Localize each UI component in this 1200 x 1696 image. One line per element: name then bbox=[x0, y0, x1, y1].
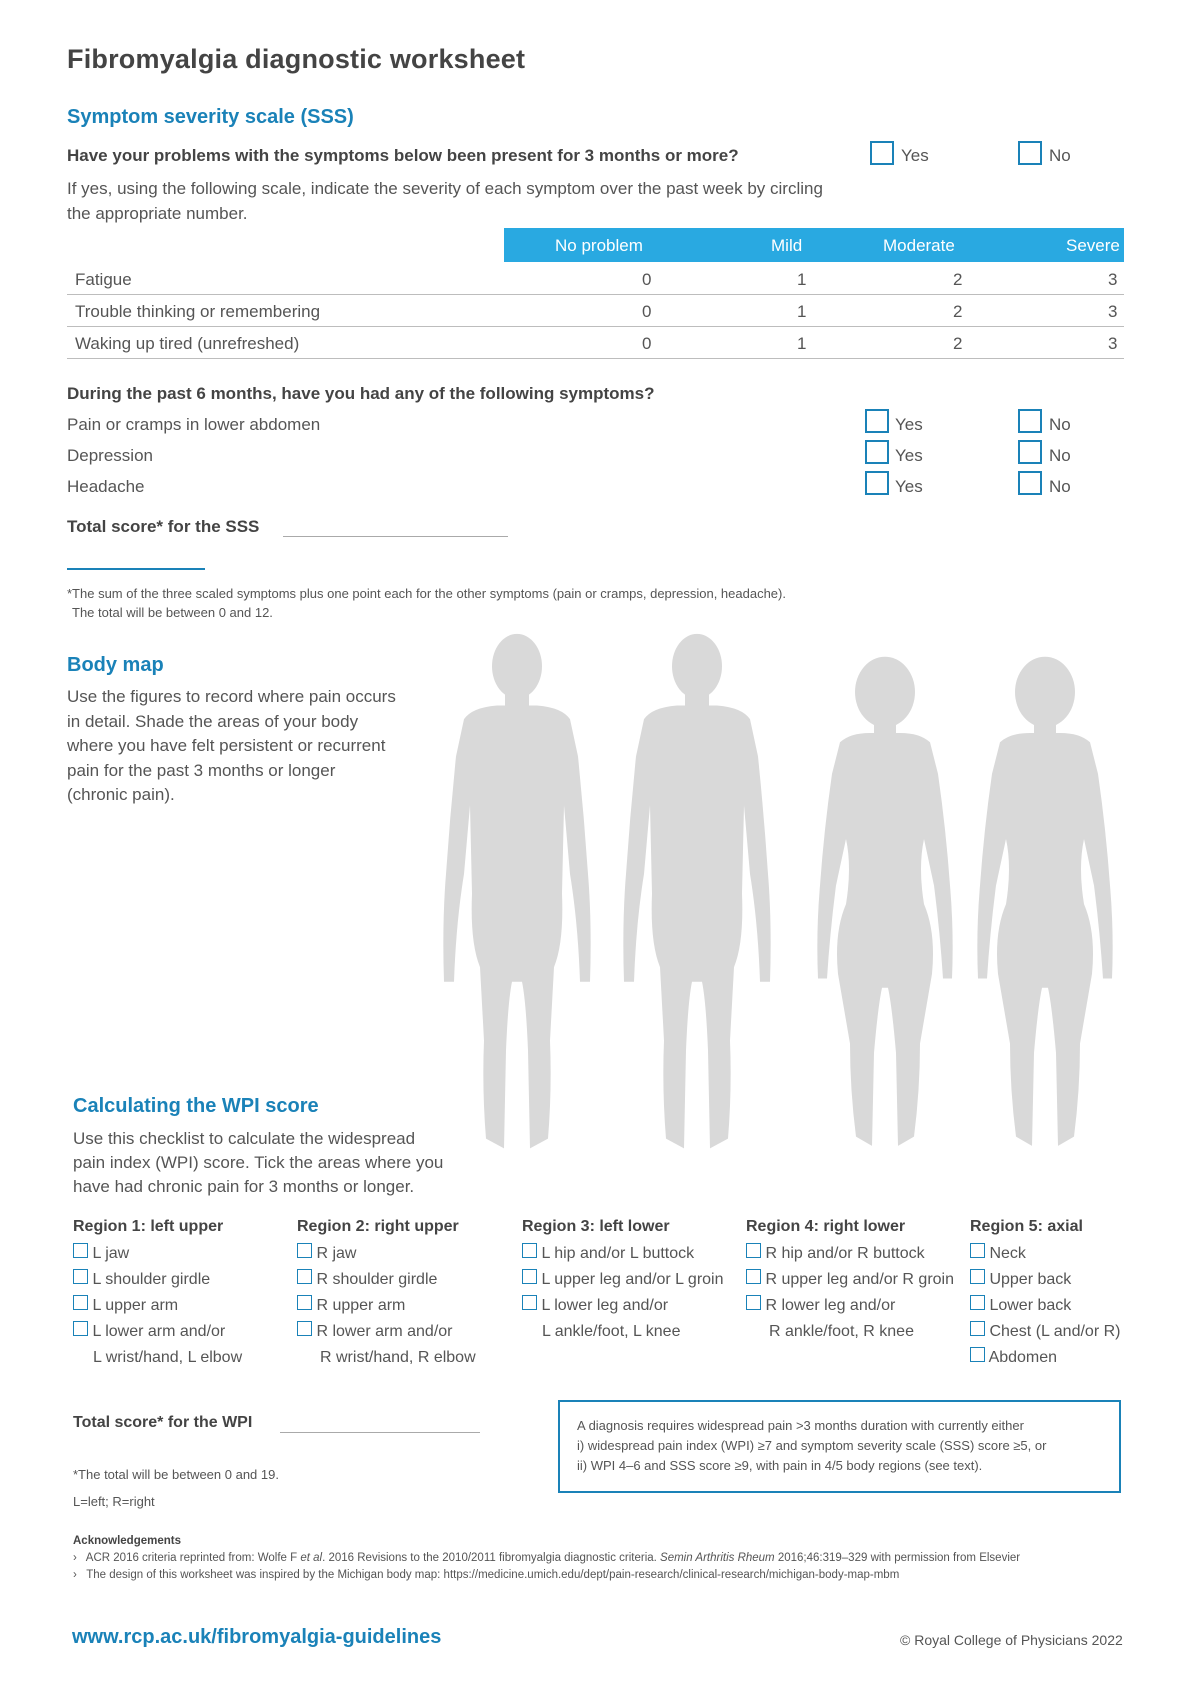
copyright-text: © Royal College of Physicians 2022 bbox=[900, 1632, 1123, 1648]
checkbox[interactable] bbox=[297, 1321, 312, 1336]
abdomen-yes-label: Yes bbox=[895, 415, 923, 434]
female-back-figure bbox=[977, 657, 1112, 1146]
header-moderate: Moderate bbox=[883, 236, 955, 255]
region-item[interactable]: R lower leg and/or bbox=[746, 1293, 961, 1319]
checkbox[interactable] bbox=[297, 1295, 312, 1310]
wpi-heading: Calculating the WPI score bbox=[73, 1095, 319, 1117]
body-map-line5: (chronic pain). bbox=[67, 785, 175, 804]
region-4-column bbox=[746, 1218, 961, 1345]
region-item[interactable]: R shoulder girdle bbox=[297, 1267, 512, 1293]
body-map-line1: Use the figures to record where pain occurs bbox=[67, 687, 396, 706]
region-item-continuation: L wrist/hand, L elbow bbox=[93, 1349, 243, 1366]
sss-heading: Symptom severity scale (SSS) bbox=[67, 106, 354, 128]
region-item[interactable]: L upper arm bbox=[73, 1293, 288, 1319]
fatigue-score-3[interactable]: 3 bbox=[1108, 270, 1118, 289]
row-divider bbox=[67, 294, 1124, 295]
region-item[interactable]: Neck bbox=[970, 1241, 1130, 1267]
region-item[interactable]: L shoulder girdle bbox=[73, 1267, 288, 1293]
thinking-score-2[interactable]: 2 bbox=[953, 302, 963, 321]
abdomen-no-checkbox[interactable] bbox=[1018, 409, 1042, 433]
diagnosis-line1: A diagnosis requires widespread pain >3 months duration with currently either bbox=[577, 1418, 1024, 1433]
abdomen-no-label: No bbox=[1049, 415, 1071, 434]
header-no-problem: No problem bbox=[555, 236, 643, 255]
region-item[interactable]: L lower leg and/or bbox=[522, 1293, 737, 1319]
checkbox[interactable] bbox=[73, 1243, 88, 1258]
female-front-figure bbox=[817, 657, 952, 1146]
wpi-text-line1: Use this checklist to calculate the widespread bbox=[73, 1129, 416, 1148]
region-item-continuation: L ankle/foot, L knee bbox=[542, 1323, 681, 1340]
checkbox[interactable] bbox=[746, 1295, 761, 1310]
checkbox[interactable] bbox=[73, 1269, 88, 1284]
region-2-column bbox=[297, 1218, 512, 1371]
thinking-score-1[interactable]: 1 bbox=[797, 302, 807, 321]
depression-yes-checkbox[interactable] bbox=[865, 440, 889, 464]
abdomen-yes-checkbox[interactable] bbox=[865, 409, 889, 433]
sss-instruction-line2: the appropriate number. bbox=[67, 204, 248, 223]
region-item[interactable]: L hip and/or L buttock bbox=[522, 1241, 737, 1267]
region-item[interactable]: Chest (L and/or R) bbox=[970, 1319, 1130, 1345]
row-fatigue-label: Fatigue bbox=[75, 270, 132, 289]
body-map-line2: in detail. Shade the areas of your body bbox=[67, 712, 359, 731]
sss-six-month-question: During the past 6 months, have you had any of the following symptoms? bbox=[67, 384, 655, 403]
thinking-score-3[interactable]: 3 bbox=[1108, 302, 1118, 321]
checkbox[interactable] bbox=[970, 1321, 985, 1336]
region-item[interactable]: L upper leg and/or L groin bbox=[522, 1267, 737, 1293]
region-1-title: Region 1: left upper bbox=[73, 1218, 224, 1235]
region-item-continuation: R wrist/hand, R elbow bbox=[320, 1349, 476, 1366]
row-divider bbox=[67, 358, 1124, 359]
region-item[interactable]: Abdomen bbox=[970, 1345, 1130, 1371]
region-item[interactable]: R jaw bbox=[297, 1241, 512, 1267]
checkbox[interactable] bbox=[970, 1295, 985, 1310]
checkbox[interactable] bbox=[970, 1269, 985, 1284]
checkbox[interactable] bbox=[746, 1269, 761, 1284]
lr-legend: L=left; R=right bbox=[73, 1494, 155, 1509]
bullet-icon: › bbox=[73, 1552, 77, 1564]
waking-score-1[interactable]: 1 bbox=[797, 334, 807, 353]
duration-no-label: No bbox=[1049, 146, 1071, 165]
checkbox[interactable] bbox=[73, 1321, 88, 1336]
symptom-abdomen-label: Pain or cramps in lower abdomen bbox=[67, 415, 321, 434]
checkbox[interactable] bbox=[970, 1347, 985, 1362]
sss-duration-question: Have your problems with the symptoms below been present for 3 months or more? bbox=[67, 146, 739, 165]
region-2-title: Region 2: right upper bbox=[297, 1218, 459, 1235]
ack-heading: Acknowledgements bbox=[73, 1535, 181, 1547]
fatigue-score-2[interactable]: 2 bbox=[953, 270, 963, 289]
duration-yes-checkbox[interactable] bbox=[870, 141, 894, 165]
region-item[interactable]: R upper arm bbox=[297, 1293, 512, 1319]
region-item[interactable]: L lower arm and/or bbox=[73, 1319, 288, 1345]
region-item[interactable]: R lower arm and/or bbox=[297, 1319, 512, 1345]
fatigue-score-1[interactable]: 1 bbox=[797, 270, 807, 289]
headache-yes-checkbox[interactable] bbox=[865, 471, 889, 495]
region-item[interactable]: Upper back bbox=[970, 1267, 1130, 1293]
depression-no-label: No bbox=[1049, 446, 1071, 465]
sss-total-label: Total score* for the SSS bbox=[67, 517, 260, 536]
checkbox[interactable] bbox=[522, 1295, 537, 1310]
ack-line2: › The design of this worksheet was inspired by the Michigan body map: https://medicine.umich.edu/dept/pain-research/clinical-research/michigan-body-map-mbm bbox=[73, 1569, 900, 1581]
male-front-figure bbox=[443, 634, 590, 1149]
footnote-rule bbox=[67, 568, 205, 570]
body-map-line3: where you have felt persistent or recurrent bbox=[67, 736, 386, 755]
thinking-score-0[interactable]: 0 bbox=[642, 302, 652, 321]
sss-total-input[interactable] bbox=[283, 536, 508, 537]
diagnosis-line3: ii) WPI 4–6 and SSS score ≥9, with pain in 4/5 body regions (see text). bbox=[577, 1458, 983, 1473]
checkbox[interactable] bbox=[970, 1243, 985, 1258]
checkbox[interactable] bbox=[297, 1243, 312, 1258]
body-map-line4: pain for the past 3 months or longer bbox=[67, 761, 336, 780]
wpi-text-line2: pain index (WPI) score. Tick the areas where you bbox=[73, 1153, 444, 1172]
region-item[interactable]: Lower back bbox=[970, 1293, 1130, 1319]
headache-yes-label: Yes bbox=[895, 477, 923, 496]
duration-yes-label: Yes bbox=[901, 146, 929, 165]
wpi-total-input[interactable] bbox=[280, 1432, 480, 1433]
male-back-figure bbox=[623, 634, 770, 1149]
waking-score-2[interactable]: 2 bbox=[953, 334, 963, 353]
region-4-title: Region 4: right lower bbox=[746, 1218, 906, 1235]
checkbox[interactable] bbox=[73, 1295, 88, 1310]
wpi-total-label: Total score* for the WPI bbox=[73, 1414, 253, 1431]
checkbox[interactable] bbox=[297, 1269, 312, 1284]
page-title: Fibromyalgia diagnostic worksheet bbox=[67, 44, 526, 74]
sss-footnote-line2: The total will be between 0 and 12. bbox=[72, 605, 273, 620]
bullet-icon: › bbox=[73, 1569, 77, 1581]
footer-url-link[interactable]: www.rcp.ac.uk/fibromyalgia-guidelines bbox=[72, 1626, 442, 1648]
region-3-column bbox=[522, 1218, 737, 1345]
headache-no-label: No bbox=[1049, 477, 1071, 496]
wpi-text-line3: have had chronic pain for 3 months or longer. bbox=[73, 1177, 415, 1196]
duration-no-checkbox[interactable] bbox=[1018, 141, 1042, 165]
region-5-column bbox=[970, 1218, 1130, 1371]
symptom-depression-label: Depression bbox=[67, 446, 153, 465]
region-item[interactable]: L jaw bbox=[73, 1241, 288, 1267]
waking-score-3[interactable]: 3 bbox=[1108, 334, 1118, 353]
wpi-footnote: *The total will be between 0 and 19. bbox=[73, 1467, 279, 1482]
row-divider bbox=[67, 326, 1124, 327]
checkbox[interactable] bbox=[746, 1243, 761, 1258]
checkbox[interactable] bbox=[522, 1243, 537, 1258]
sss-instruction-line1: If yes, using the following scale, indicate the severity of each symptom over the past week by circling bbox=[67, 179, 823, 198]
region-5-title: Region 5: axial bbox=[970, 1218, 1083, 1235]
fatigue-score-0[interactable]: 0 bbox=[642, 270, 652, 289]
header-mild: Mild bbox=[771, 236, 803, 255]
row-waking-label: Waking up tired (unrefreshed) bbox=[75, 334, 300, 353]
region-item[interactable]: R hip and/or R buttock bbox=[746, 1241, 961, 1267]
body-map-figures[interactable] bbox=[440, 625, 1130, 1165]
sss-footnote-line1: *The sum of the three scaled symptoms plus one point each for the other symptoms (pain or cramps, depression, headache). bbox=[67, 586, 786, 601]
row-thinking-label: Trouble thinking or remembering bbox=[75, 302, 321, 321]
symptom-headache-label: Headache bbox=[67, 477, 145, 496]
ack-line1: › ACR 2016 criteria reprinted from: Wolfe F et al. 2016 Revisions to the 2010/2011 fibromyalgia diagnostic criteria. Semin Arthritis Rheum 2016;46:319–329 with permission from Elsevier bbox=[73, 1552, 1021, 1564]
header-severe: Severe bbox=[1066, 236, 1120, 255]
diagnosis-line2: i) widespread pain index (WPI) ≥7 and symptom severity scale (SSS) score ≥5, or bbox=[577, 1438, 1047, 1453]
headache-no-checkbox[interactable] bbox=[1018, 471, 1042, 495]
depression-yes-label: Yes bbox=[895, 446, 923, 465]
waking-score-0[interactable]: 0 bbox=[642, 334, 652, 353]
body-map-heading: Body map bbox=[67, 654, 164, 676]
checkbox[interactable] bbox=[522, 1269, 537, 1284]
region-item[interactable]: R upper leg and/or R groin bbox=[746, 1267, 961, 1293]
region-1-column bbox=[73, 1218, 288, 1371]
region-item-continuation: R ankle/foot, R knee bbox=[769, 1323, 914, 1340]
depression-no-checkbox[interactable] bbox=[1018, 440, 1042, 464]
region-3-title: Region 3: left lower bbox=[522, 1218, 670, 1235]
